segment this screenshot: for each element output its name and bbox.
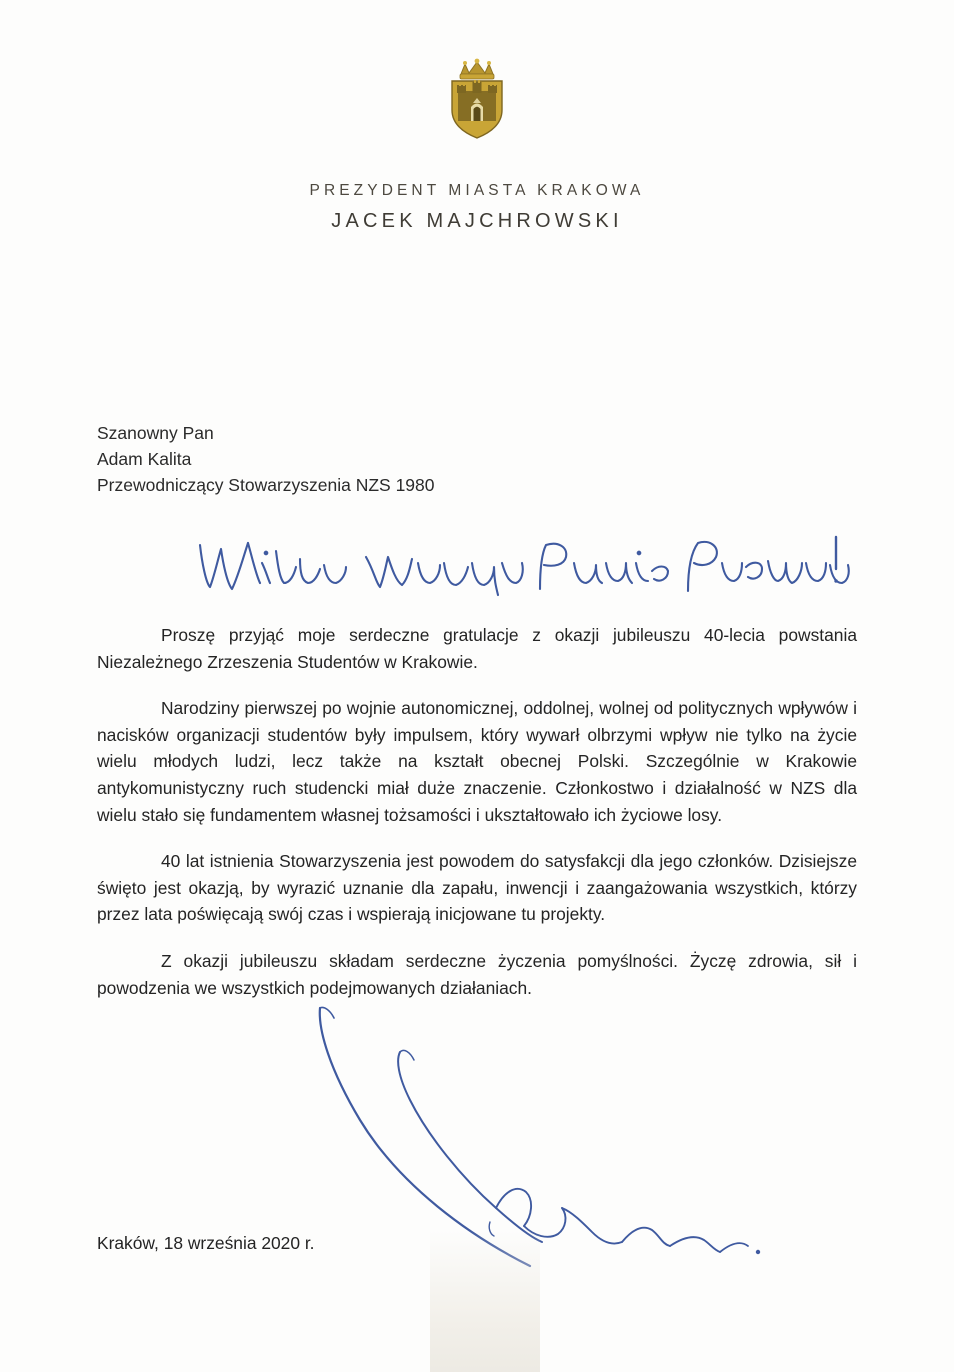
coat-of-arms-icon xyxy=(0,58,954,140)
signature-image xyxy=(290,1000,850,1280)
handwritten-salutation xyxy=(196,533,856,603)
addressee-line-1: Szanowny Pan xyxy=(97,423,214,443)
letterhead xyxy=(0,182,954,233)
letterhead-office: PREZYDENT MIASTA KRAKOWA xyxy=(309,182,645,199)
addressee-line-3: Przewodniczący Stowarzyszenia NZS 1980 xyxy=(97,475,435,495)
addressee-line-2: Adam Kalita xyxy=(97,449,192,469)
addressee-block xyxy=(97,420,435,498)
letter-body xyxy=(97,622,857,1001)
paragraph-4: Z okazji jubileuszu składam serdeczne życzenia pomyślności. Życzę zdrowia, sił i powodzenia we wszystkich podejmowanych działaniach. xyxy=(97,950,857,998)
letterhead-name: JACEK MAJCHROWSKI xyxy=(331,210,623,232)
place-and-date: Kraków, 18 września 2020 r. xyxy=(97,1233,315,1253)
paragraph-1: Proszę przyjąć moje serdeczne gratulacje z okazji jubileuszu 40-lecia powstania Niezależnego Zrzeszenia Studentów w Krakowie. xyxy=(97,625,857,672)
paragraph-3: 40 lat istnienia Stowarzyszenia jest powodem do satysfakcji dla jego członków. Dzisiejsze święto jest okazją, by wyrazić uznanie dla zapału, inwencji i zaangażowania wszystkich, którzy przez lata poświęcają swój czas i wspierają inicjowane tu projekty. xyxy=(97,851,857,925)
paragraph-2: Narodziny pierwszej po wojnie autonomicznej, oddolnej, wolnej od politycznych wpływów i nacisków organizacji studentów były impulsem, który wywarł olbrzymi wpływ nie tylko na życie wielu młodych ludzi, lecz także na kształt obecnej Polski. Szczególnie w Krakowie antykomunistyczny ruch studencki miał duże znaczenie. Członkostwo i działalność w NZS dla wielu stało się fundamentem własnej tożsamości i ukształtowało ich życiowe losy. xyxy=(97,698,857,825)
scan-artifact xyxy=(430,1230,540,1372)
